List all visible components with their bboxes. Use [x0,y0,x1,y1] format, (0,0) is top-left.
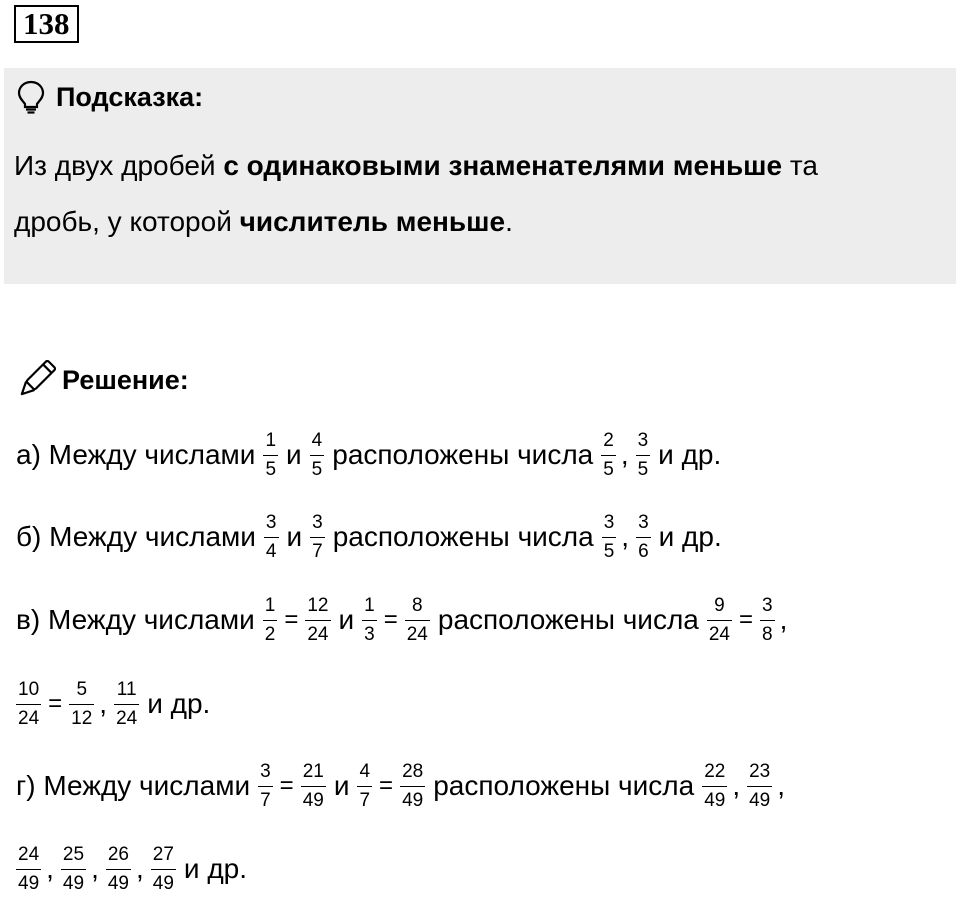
denominator: 2 [263,620,278,647]
numerator: 2 [603,429,614,451]
line-middle-text: расположены числа [437,604,699,635]
fraction [104,843,133,896]
numerator: 3 [762,594,773,616]
denominator: 49 [301,786,326,813]
numerator: 3 [603,511,615,533]
numerator: 3 [260,760,271,782]
conjunction: и [338,604,355,635]
fraction [758,594,777,647]
hint-text-plain: дробь, у которой [14,206,240,237]
denominator: 7 [357,786,372,813]
denominator: 5 [263,455,278,482]
numerator: 21 [302,760,324,782]
fraction [149,843,178,896]
comma: , [46,853,54,884]
denominator: 24 [16,704,41,731]
denominator: 5 [636,455,651,482]
lightbulb-icon [16,80,46,114]
solution-line-g-cont [16,838,252,900]
denominator: 49 [747,786,772,813]
denominator: 24 [707,620,732,647]
comma: , [620,439,629,470]
fraction [634,429,653,482]
denominator: 49 [61,869,86,896]
numerator: 25 [62,843,85,865]
denominator: 6 [636,537,651,564]
numerator: 11 [116,678,137,700]
conjunction: и [333,770,350,801]
numerator: 3 [637,429,649,451]
denominator: 5 [310,455,325,482]
line-tail: и др. [147,688,211,719]
fraction [261,594,280,647]
comma: , [91,853,99,884]
numerator: 8 [412,594,423,616]
line-tail: и др. [183,853,248,884]
solution-title-text: Решение: [62,364,189,395]
numerator: 24 [18,843,40,865]
numerator: 23 [749,760,771,782]
equals-sign: = [279,772,294,799]
line-tail: и др. [658,521,722,552]
denominator: 49 [400,786,425,813]
line-tail: и др. [658,439,722,470]
hint-text-bold: с одинаковыми знаменателями меньше [223,150,783,181]
hint-text-plain: та [782,150,818,181]
fraction [303,594,332,647]
fraction [261,429,280,482]
conjunction: и [286,439,302,470]
hint-text-bold: числитель меньше [239,206,506,237]
equals-sign: = [284,606,299,633]
task-number: 138 [14,5,79,43]
line-middle-text: расположены числа [433,770,695,801]
numerator: 10 [18,678,40,700]
denominator: 49 [106,869,131,896]
numerator: 27 [152,843,174,865]
hint-line-2 [14,194,944,250]
hint-text [14,138,944,250]
denominator: 49 [16,869,41,896]
numerator: 1 [265,429,277,451]
denominator: 5 [602,537,617,564]
numerator: 3 [312,511,323,533]
comma: , [99,688,108,719]
fraction [59,843,88,896]
denominator: 7 [258,786,273,813]
fraction [256,760,275,813]
equals-sign: = [383,606,398,633]
equals-sign: = [379,772,394,799]
denominator: 3 [362,620,377,647]
fraction [112,678,141,731]
line-label: б) Между числами [16,521,256,552]
fraction [308,429,327,482]
fraction [705,594,734,647]
denominator: 49 [702,786,727,813]
numerator: 1 [364,594,375,616]
pencil-icon [16,360,56,400]
denominator: 7 [310,537,325,564]
fraction [745,760,774,813]
solution-line-v-cont [16,673,215,735]
solution-line-b [16,506,727,568]
line-middle-text: расположены числа [332,439,594,470]
equals-sign: = [739,606,754,633]
solution-line-g [16,755,789,817]
fraction [299,760,328,813]
hint-text-plain: . [505,206,513,237]
line-label: г) Между числами [16,770,251,801]
numerator: 22 [704,760,726,782]
denominator: 8 [760,620,775,647]
fraction [308,511,327,564]
numerator: 12 [307,594,329,616]
fraction [67,678,96,731]
hint-text-plain: Из двух дробей [14,150,224,181]
denominator: 24 [405,620,430,647]
numerator: 28 [402,760,424,782]
denominator: 5 [601,455,616,482]
comma: , [732,770,741,801]
comma: , [621,521,630,552]
fraction [14,678,43,731]
fraction [14,843,43,896]
line-middle-text: расположены числа [332,521,594,552]
comma: , [779,604,788,635]
denominator: 24 [305,620,330,647]
fraction [360,594,379,647]
fraction [262,511,281,564]
line-label: а) Между числами [16,439,256,470]
denominator: 24 [114,704,139,731]
solution-line-a [16,424,726,486]
numerator: 3 [265,511,277,533]
numerator: 26 [107,843,129,865]
hint-title [16,80,203,114]
numerator: 3 [638,511,649,533]
solution-line-v [16,589,791,651]
denominator: 12 [69,704,94,731]
denominator: 49 [151,869,176,896]
fraction [398,760,427,813]
numerator: 5 [76,678,88,700]
comma: , [135,853,144,884]
fraction [634,511,653,564]
hint-line-1 [14,138,944,194]
comma: , [777,770,786,801]
fraction [355,760,374,813]
numerator: 9 [714,594,725,616]
equals-sign: = [48,690,63,717]
fraction [600,511,619,564]
solution-title [16,360,189,400]
numerator: 1 [264,594,276,616]
fraction [599,429,618,482]
conjunction: и [286,521,303,552]
fraction [403,594,432,647]
fraction [700,760,729,813]
denominator: 4 [264,537,279,564]
numerator: 4 [359,760,371,782]
line-label: в) Между числами [16,604,255,635]
numerator: 4 [311,429,323,451]
hint-title-text: Подсказка: [56,81,204,112]
